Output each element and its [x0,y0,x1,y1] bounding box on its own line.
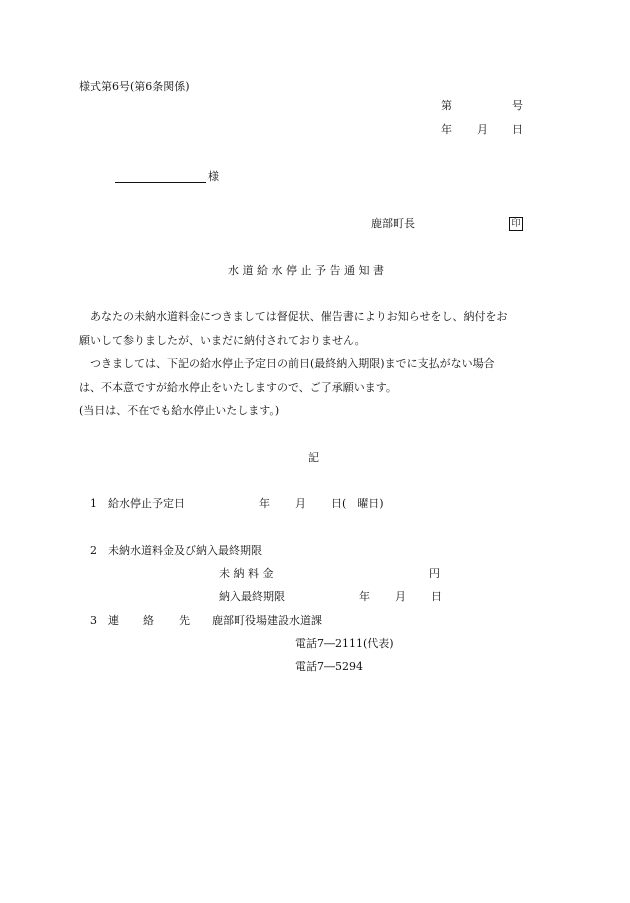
addressee-suffix: 様 [208,170,219,183]
doc-number-suffix: 号 [512,99,523,112]
item2-yen: 円 [429,567,440,580]
phone-direct: 電話7―5294 [295,660,363,673]
item2-month: 月 [395,590,406,603]
item1-label: 給水停止予定日 [108,497,185,510]
item1-year: 年 [259,497,270,510]
doc-number-prefix: 第 [441,99,452,112]
item1-month: 月 [295,497,306,510]
item2-day: 日 [431,590,442,603]
item2-year: 年 [359,590,370,603]
addressee-line [115,170,206,183]
body-line-4: は、不本意ですが給水停止をいたしますので、ご了承願います。 [79,381,397,394]
date-year: 年 [441,123,452,136]
item2-label: 未納水道料金及び納入最終期限 [108,544,262,557]
item3-value: 鹿部町役場建設水道課 [212,614,322,627]
item3-label-1: 連 [108,614,119,627]
document-title: 水 道 給 水 停 止 予 告 通 知 書 [228,264,384,277]
date-month: 月 [477,123,488,136]
item3-label-3: 先 [179,614,190,627]
item1-day: 日( 曜日) [331,497,384,510]
date-day: 日 [512,123,523,136]
item1-number: 1 [90,497,97,510]
issuer: 鹿部町長 [371,217,415,230]
phone-main: 電話7―2111(代表) [295,637,394,650]
body-line-1: あなたの未納水道料金につきましては督促状、催告書によりお知らせをし、納付をお [79,310,508,323]
body-line-5: (当日は、不在でも給水停止いたします。) [79,404,280,417]
seal-mark: 印 [509,217,523,231]
body-line-3: つきましては、下記の給水停止予定日の前日(最終納入期限)までに支払がない場合 [79,357,495,370]
item2-deadline-label: 納入最終期限 [219,590,285,603]
item3-label-2: 絡 [143,614,154,627]
form-number: 様式第6号(第6条関係) [79,80,190,93]
item2-number: 2 [90,544,97,557]
body-line-2: 願いして参りましたが、いまだに納付されておりません。 [79,334,366,347]
item3-number: 3 [90,614,97,627]
ki-heading: 記 [308,451,319,464]
item2-amount-label: 未 納 料 金 [219,567,274,580]
